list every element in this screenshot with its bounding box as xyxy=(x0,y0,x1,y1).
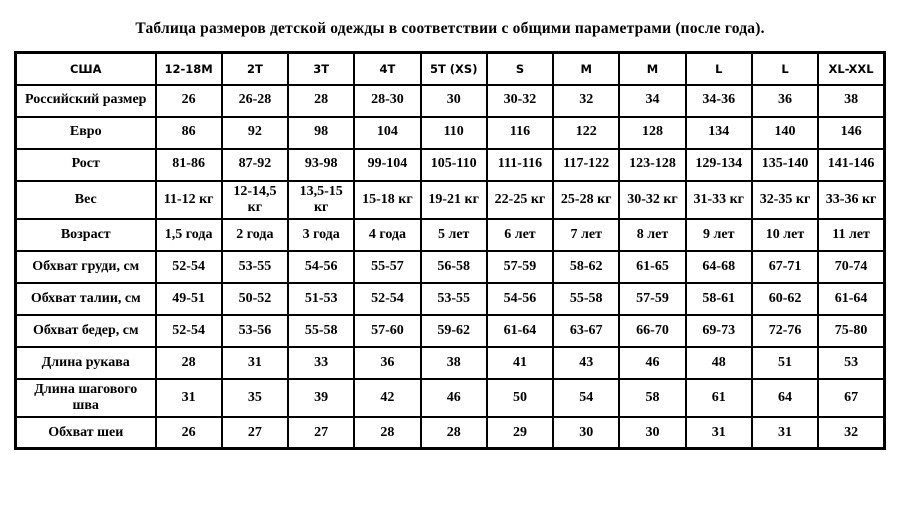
table-cell: 67 xyxy=(818,379,884,417)
table-cell: 64 xyxy=(752,379,818,417)
table-cell: 98 xyxy=(288,117,354,149)
table-cell: 86 xyxy=(156,117,222,149)
table-cell: 52-54 xyxy=(354,283,420,315)
table-cell: 11 лет xyxy=(818,219,884,251)
table-cell: 122 xyxy=(553,117,619,149)
table-cell: 93-98 xyxy=(288,149,354,181)
table-row xyxy=(16,117,885,149)
table-cell: 39 xyxy=(288,379,354,417)
table-row xyxy=(16,85,885,117)
table-cell: 75-80 xyxy=(818,315,884,347)
row-label: Длина шагового шва xyxy=(16,379,156,417)
table-cell: 28 xyxy=(354,417,420,449)
table-cell: 72-76 xyxy=(752,315,818,347)
header-cell: M xyxy=(553,53,619,85)
table-cell: 52-54 xyxy=(156,315,222,347)
table-cell: 128 xyxy=(619,117,685,149)
table-row xyxy=(16,315,885,347)
table-cell: 116 xyxy=(487,117,553,149)
table-cell: 69-73 xyxy=(686,315,752,347)
row-label: Обхват талии, см xyxy=(16,283,156,315)
table-cell: 6 лет xyxy=(487,219,553,251)
table-cell: 141-146 xyxy=(818,149,884,181)
table-cell: 22-25 кг xyxy=(487,181,553,219)
table-cell: 38 xyxy=(818,85,884,117)
table-row xyxy=(16,219,885,251)
table-row xyxy=(16,379,885,417)
table-cell: 2 года xyxy=(222,219,288,251)
table-cell: 54-56 xyxy=(487,283,553,315)
header-cell: 3T xyxy=(288,53,354,85)
table-cell: 134 xyxy=(686,117,752,149)
row-label: Обхват бедер, см xyxy=(16,315,156,347)
table-cell: 66-70 xyxy=(619,315,685,347)
table-cell: 52-54 xyxy=(156,251,222,283)
header-cell: S xyxy=(487,53,553,85)
table-cell: 36 xyxy=(354,347,420,379)
table-cell: 81-86 xyxy=(156,149,222,181)
table-cell: 54-56 xyxy=(288,251,354,283)
table-cell: 50-52 xyxy=(222,283,288,315)
table-cell: 123-128 xyxy=(619,149,685,181)
table-cell: 55-58 xyxy=(288,315,354,347)
table-cell: 61-64 xyxy=(487,315,553,347)
table-cell: 27 xyxy=(222,417,288,449)
table-cell: 46 xyxy=(421,379,487,417)
table-cell: 26-28 xyxy=(222,85,288,117)
table-cell: 57-59 xyxy=(619,283,685,315)
table-cell: 31 xyxy=(752,417,818,449)
table-cell: 49-51 xyxy=(156,283,222,315)
table-cell: 51-53 xyxy=(288,283,354,315)
row-label: Вес xyxy=(16,181,156,219)
table-cell: 11-12 кг xyxy=(156,181,222,219)
table-cell: 110 xyxy=(421,117,487,149)
table-cell: 46 xyxy=(619,347,685,379)
header-cell: США xyxy=(16,53,156,85)
header-cell: L xyxy=(686,53,752,85)
table-cell: 42 xyxy=(354,379,420,417)
table-cell: 3 года xyxy=(288,219,354,251)
table-cell: 36 xyxy=(752,85,818,117)
table-cell: 50 xyxy=(487,379,553,417)
table-cell: 58-61 xyxy=(686,283,752,315)
table-cell: 53-56 xyxy=(222,315,288,347)
table-cell: 58-62 xyxy=(553,251,619,283)
table-row xyxy=(16,181,885,219)
table-row xyxy=(16,251,885,283)
table-cell: 9 лет xyxy=(686,219,752,251)
table-cell: 28 xyxy=(288,85,354,117)
size-chart-table xyxy=(14,51,886,450)
table-body xyxy=(16,85,885,449)
table-cell: 30-32 кг xyxy=(619,181,685,219)
table-cell: 53 xyxy=(818,347,884,379)
table-cell: 28-30 xyxy=(354,85,420,117)
table-cell: 70-74 xyxy=(818,251,884,283)
table-cell: 48 xyxy=(686,347,752,379)
table-cell: 26 xyxy=(156,85,222,117)
table-cell: 7 лет xyxy=(553,219,619,251)
table-cell: 32-35 кг xyxy=(752,181,818,219)
header-cell: M xyxy=(619,53,685,85)
header-cell: 4T xyxy=(354,53,420,85)
table-cell: 4 года xyxy=(354,219,420,251)
table-cell: 146 xyxy=(818,117,884,149)
table-cell: 31 xyxy=(156,379,222,417)
table-cell: 38 xyxy=(421,347,487,379)
table-cell: 43 xyxy=(553,347,619,379)
table-cell: 57-60 xyxy=(354,315,420,347)
table-cell: 29 xyxy=(487,417,553,449)
table-cell: 61 xyxy=(686,379,752,417)
table-cell: 104 xyxy=(354,117,420,149)
row-label: Обхват груди, см xyxy=(16,251,156,283)
table-cell: 26 xyxy=(156,417,222,449)
table-cell: 51 xyxy=(752,347,818,379)
table-cell: 15-18 кг xyxy=(354,181,420,219)
header-cell: 2T xyxy=(222,53,288,85)
row-label: Российский размер xyxy=(16,85,156,117)
header-row xyxy=(16,53,885,85)
table-cell: 61-65 xyxy=(619,251,685,283)
table-cell: 59-62 xyxy=(421,315,487,347)
table-cell: 33 xyxy=(288,347,354,379)
table-row xyxy=(16,283,885,315)
table-cell: 60-62 xyxy=(752,283,818,315)
header-cell: XL-XXL xyxy=(818,53,884,85)
table-row xyxy=(16,149,885,181)
table-cell: 8 лет xyxy=(619,219,685,251)
table-cell: 53-55 xyxy=(222,251,288,283)
table-cell: 135-140 xyxy=(752,149,818,181)
table-cell: 140 xyxy=(752,117,818,149)
row-label: Возраст xyxy=(16,219,156,251)
table-cell: 13,5-15 кг xyxy=(288,181,354,219)
header-cell: L xyxy=(752,53,818,85)
table-cell: 32 xyxy=(818,417,884,449)
header-cell: 5T (XS) xyxy=(421,53,487,85)
table-cell: 58 xyxy=(619,379,685,417)
header-cell: 12-18M xyxy=(156,53,222,85)
table-cell: 54 xyxy=(553,379,619,417)
table-cell: 30 xyxy=(553,417,619,449)
table-row xyxy=(16,417,885,449)
table-cell: 56-58 xyxy=(421,251,487,283)
table-title: Таблица размеров детской одежды в соответствии с общими параметрами (после года). xyxy=(135,20,765,37)
table-cell: 30 xyxy=(421,85,487,117)
table-cell: 31-33 кг xyxy=(686,181,752,219)
table-cell: 33-36 кг xyxy=(818,181,884,219)
row-label: Рост xyxy=(16,149,156,181)
table-cell: 92 xyxy=(222,117,288,149)
table-cell: 30-32 xyxy=(487,85,553,117)
table-cell: 10 лет xyxy=(752,219,818,251)
table-cell: 57-59 xyxy=(487,251,553,283)
table-cell: 25-28 кг xyxy=(553,181,619,219)
table-header xyxy=(16,53,885,85)
table-cell: 5 лет xyxy=(421,219,487,251)
table-cell: 34-36 xyxy=(686,85,752,117)
table-cell: 117-122 xyxy=(553,149,619,181)
table-row xyxy=(16,347,885,379)
row-label: Длина рукава xyxy=(16,347,156,379)
table-cell: 28 xyxy=(156,347,222,379)
table-cell: 30 xyxy=(619,417,685,449)
row-label: Евро xyxy=(16,117,156,149)
table-cell: 67-71 xyxy=(752,251,818,283)
table-cell: 111-116 xyxy=(487,149,553,181)
table-cell: 31 xyxy=(222,347,288,379)
table-cell: 87-92 xyxy=(222,149,288,181)
table-cell: 41 xyxy=(487,347,553,379)
table-cell: 105-110 xyxy=(421,149,487,181)
table-cell: 28 xyxy=(421,417,487,449)
table-cell: 53-55 xyxy=(421,283,487,315)
table-cell: 32 xyxy=(553,85,619,117)
table-cell: 64-68 xyxy=(686,251,752,283)
table-cell: 1,5 года xyxy=(156,219,222,251)
table-cell: 55-58 xyxy=(553,283,619,315)
table-cell: 55-57 xyxy=(354,251,420,283)
table-cell: 12-14,5 кг xyxy=(222,181,288,219)
table-cell: 19-21 кг xyxy=(421,181,487,219)
table-cell: 99-104 xyxy=(354,149,420,181)
table-cell: 129-134 xyxy=(686,149,752,181)
table-cell: 31 xyxy=(686,417,752,449)
table-cell: 63-67 xyxy=(553,315,619,347)
table-cell: 35 xyxy=(222,379,288,417)
table-cell: 34 xyxy=(619,85,685,117)
table-cell: 27 xyxy=(288,417,354,449)
table-cell: 61-64 xyxy=(818,283,884,315)
row-label: Обхват шеи xyxy=(16,417,156,449)
